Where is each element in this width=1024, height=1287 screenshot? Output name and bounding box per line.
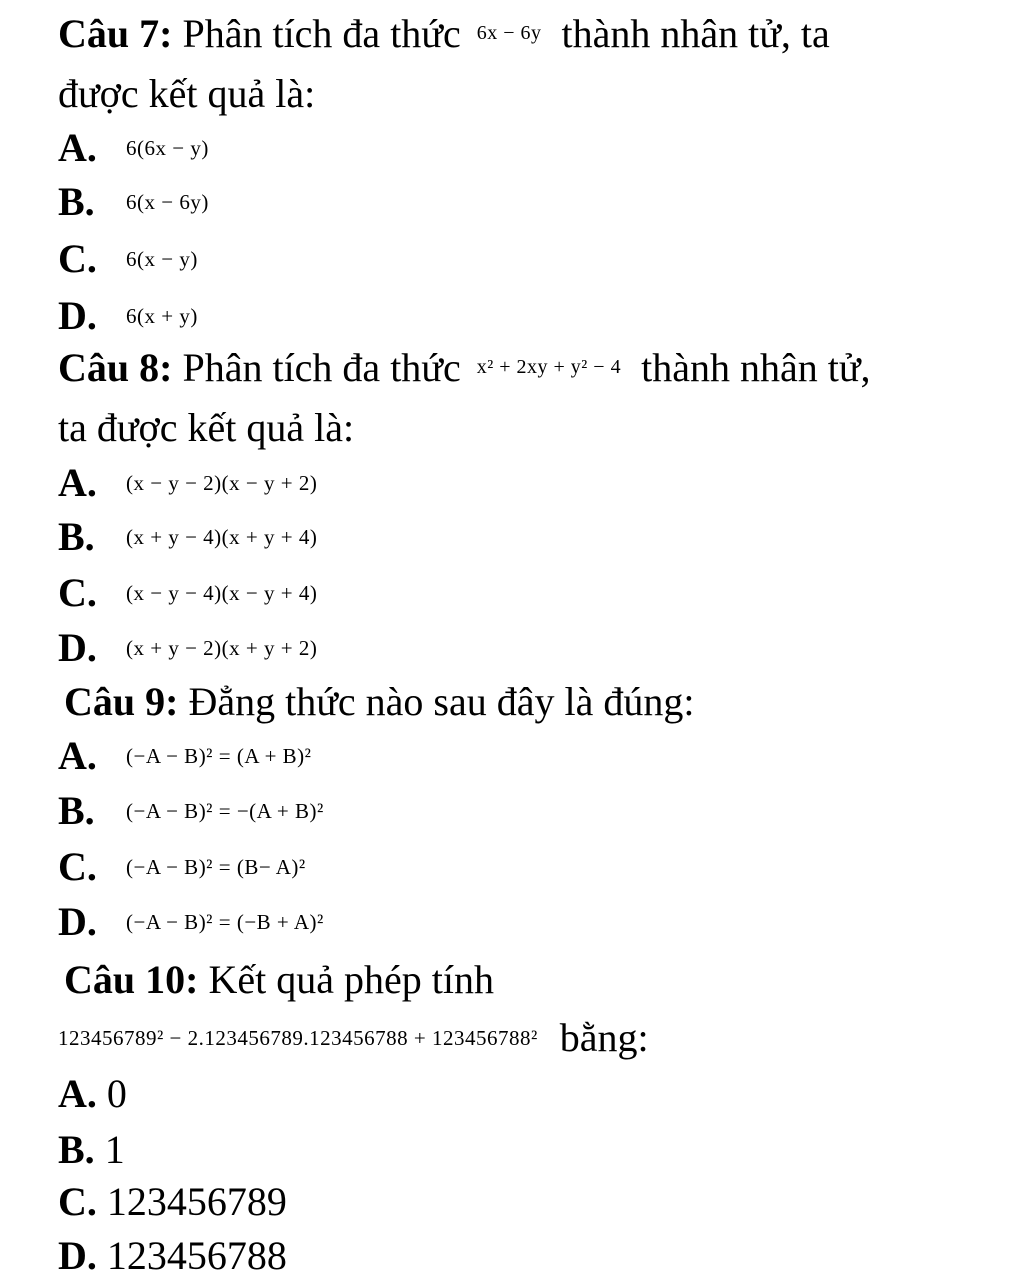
q8-option-d[interactable] <box>58 624 317 671</box>
option-expr: (−A − B)² = (−B + A)² <box>126 910 324 934</box>
q9-option-a[interactable] <box>58 732 311 779</box>
option-letter: B. <box>58 1127 95 1172</box>
q10-option-d[interactable] <box>58 1232 287 1279</box>
q7-text-before: Phân tích đa thức <box>182 11 461 56</box>
q10-title <box>64 956 494 1003</box>
option-letter: D. <box>58 293 97 338</box>
option-letter: D. <box>58 899 97 944</box>
option-letter: A. <box>58 1071 97 1116</box>
q8-expr: x² + 2xy + y² − 4 <box>476 356 622 378</box>
option-letter: A. <box>58 460 97 505</box>
option-expr: (x + y − 2)(x + y + 2) <box>126 636 318 660</box>
option-expr: (−A − B)² = (A + B)² <box>126 744 312 768</box>
option-letter: C. <box>58 236 97 281</box>
q9-option-c[interactable] <box>58 843 306 890</box>
option-value: 123456788 <box>106 1233 287 1278</box>
q8-text-after: thành nhân tử, <box>641 345 871 390</box>
q8-title <box>58 344 871 391</box>
option-letter: A. <box>58 733 97 778</box>
q10-option-a[interactable] <box>58 1070 127 1117</box>
option-letter: B. <box>58 514 95 559</box>
q8-option-c[interactable] <box>58 569 317 616</box>
q9-option-d[interactable] <box>58 898 324 945</box>
option-letter: A. <box>58 125 97 170</box>
q8-option-b[interactable] <box>58 513 317 560</box>
option-letter: C. <box>58 844 97 889</box>
q10-text: Kết quả phép tính <box>208 957 494 1002</box>
option-letter: C. <box>58 1179 97 1224</box>
q7-option-c[interactable] <box>58 235 198 282</box>
option-value: 1 <box>104 1127 125 1172</box>
q7-option-d[interactable] <box>58 292 198 339</box>
q10-option-b[interactable] <box>58 1126 125 1173</box>
option-expr: 6(x + y) <box>126 304 198 328</box>
q10-option-c[interactable] <box>58 1178 287 1225</box>
option-expr: 6(6x − y) <box>126 136 209 160</box>
option-expr: 6(x − 6y) <box>126 190 209 214</box>
q7-label: Câu 7: <box>58 11 173 56</box>
option-expr: (−A − B)² = −(A + B)² <box>126 799 324 823</box>
option-letter: D. <box>58 625 97 670</box>
q7-text-after: thành nhân tử, ta <box>561 11 830 56</box>
q9-text: Đẳng thức nào sau đây là đúng: <box>188 679 695 724</box>
option-expr: 6(x − y) <box>126 247 198 271</box>
q9-label: Câu 9: <box>64 679 179 724</box>
q9-title <box>64 678 694 725</box>
q10-expr-line <box>58 1014 649 1061</box>
q10-label: Câu 10: <box>64 957 199 1002</box>
q10-text-after: bằng: <box>559 1015 649 1060</box>
q8-line2: ta được kết quả là: <box>58 405 355 450</box>
q7-title <box>58 10 830 57</box>
option-letter: C. <box>58 570 97 615</box>
option-value: 123456789 <box>106 1179 287 1224</box>
q10-expr: 123456789² − 2.123456789.123456788 + 123456788² <box>58 1026 538 1050</box>
q7-option-b[interactable] <box>58 178 209 225</box>
option-expr: (x − y − 4)(x − y + 4) <box>126 581 318 605</box>
option-expr: (x − y − 2)(x − y + 2) <box>126 471 318 495</box>
q8-label: Câu 8: <box>58 345 173 390</box>
option-letter: B. <box>58 179 95 224</box>
q7-expr: 6x − 6y <box>476 22 542 44</box>
option-expr: (x + y − 4)(x + y + 4) <box>126 525 318 549</box>
option-letter: D. <box>58 1233 97 1278</box>
option-expr: (−A − B)² = (B− A)² <box>126 855 306 879</box>
q7-option-a[interactable] <box>58 124 209 171</box>
q9-option-b[interactable] <box>58 787 324 834</box>
option-letter: B. <box>58 788 95 833</box>
q8-text-before: Phân tích đa thức <box>182 345 461 390</box>
q8-option-a[interactable] <box>58 459 317 506</box>
q7-line2: được kết quả là: <box>58 71 316 116</box>
option-value: 0 <box>106 1071 127 1116</box>
